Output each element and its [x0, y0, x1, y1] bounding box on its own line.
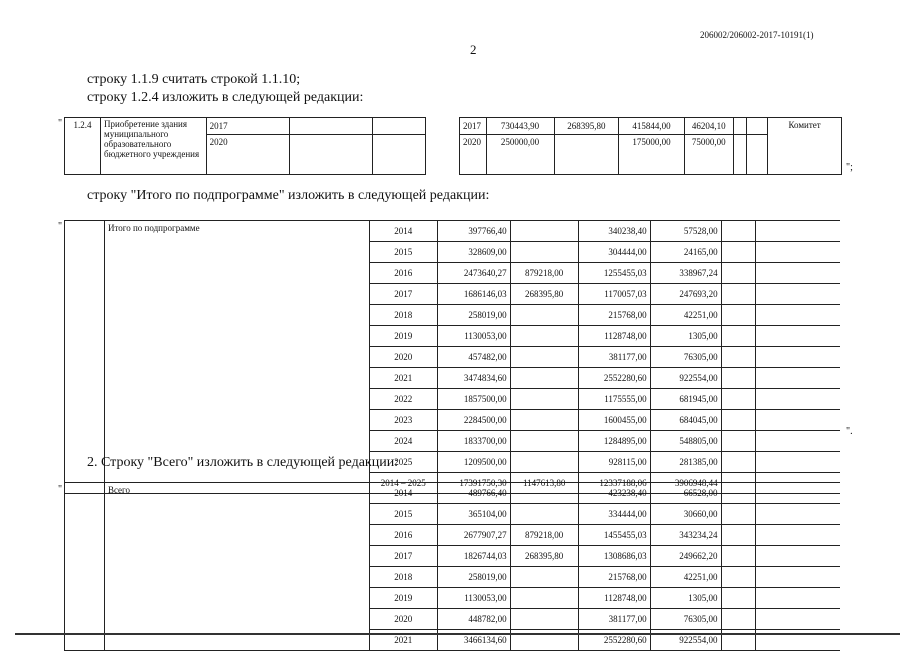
row-name: Приобретение здания муниципального образовательного бюджетного учреждения — [101, 118, 207, 175]
table-row — [65, 118, 842, 135]
value-cell: 1455455,03 — [578, 525, 650, 546]
value-cell: 75000,00 — [684, 135, 733, 175]
row-label: Итого по подпрограмме — [104, 221, 369, 494]
value-cell: 1686146,03 — [437, 284, 510, 305]
close-quote: "; — [846, 162, 853, 173]
value-cell: 17391750,30 — [437, 473, 510, 494]
value-cell: 2552280,60 — [578, 630, 650, 651]
value-cell: 879218,00 — [510, 263, 578, 284]
value-cell — [510, 326, 578, 347]
value-cell: 381177,00 — [578, 347, 650, 368]
row-number: 1.2.4 — [65, 118, 101, 175]
value-cell: 879218,00 — [510, 525, 578, 546]
value-cell: 1147613,80 — [510, 473, 578, 494]
value-cell: 340238,40 — [578, 221, 650, 242]
value-cell: 1833700,00 — [437, 431, 510, 452]
document-number: 206002/206002-2017-10191(1) — [700, 30, 814, 40]
value-cell: 3474834,60 — [437, 368, 510, 389]
value-cell: 175000,00 — [619, 135, 685, 175]
value-cell: 215768,00 — [578, 305, 650, 326]
value-cell: 343234,24 — [650, 525, 721, 546]
value-cell: 1209500,00 — [437, 452, 510, 473]
year-cell: 2017 — [369, 284, 437, 305]
value-cell: 928115,00 — [578, 452, 650, 473]
table-total-subprogram — [64, 220, 840, 494]
open-quote: " — [58, 484, 63, 495]
value-cell — [510, 347, 578, 368]
year-cell: 2021 — [369, 368, 437, 389]
value-cell: 334444,00 — [578, 504, 650, 525]
value-cell: 2552280,60 — [578, 368, 650, 389]
executor-cell: Комитет — [768, 118, 842, 175]
value-cell: 1308686,03 — [578, 546, 650, 567]
text-line-1: строку 1.1.9 считать строкой 1.1.10; — [87, 72, 301, 87]
value-cell: 268395,80 — [554, 118, 619, 135]
value-cell — [510, 242, 578, 263]
value-cell: 1826744,03 — [437, 546, 510, 567]
year-cell: 2017 — [206, 118, 289, 135]
value-cell: 1128748,00 — [578, 326, 650, 347]
text-line-4: 2. Строку "Всего" изложить в следующей редакции: — [87, 455, 399, 470]
year-cell: 2024 — [369, 431, 437, 452]
value-cell: 338967,24 — [650, 263, 721, 284]
value-cell: 66528,00 — [650, 483, 721, 504]
value-cell: 448782,00 — [437, 609, 510, 630]
value-cell: 397766,40 — [437, 221, 510, 242]
value-cell: 2473640,27 — [437, 263, 510, 284]
value-cell: 365104,00 — [437, 504, 510, 525]
year-cell: 2021 — [369, 630, 437, 651]
year-cell: 2014 – 2025 — [369, 473, 437, 494]
value-cell — [510, 588, 578, 609]
value-cell: 2284500,00 — [437, 410, 510, 431]
year-cell: 2022 — [369, 389, 437, 410]
value-cell — [554, 135, 619, 175]
value-cell: 76305,00 — [650, 609, 721, 630]
year-cell: 2014 — [369, 221, 437, 242]
value-cell: 46204,10 — [684, 118, 733, 135]
value-cell: 1255455,03 — [578, 263, 650, 284]
open-quote: " — [58, 118, 63, 129]
value-cell — [510, 483, 578, 504]
year-cell: 2019 — [369, 588, 437, 609]
year-cell: 2020 — [460, 135, 487, 175]
value-cell: 3906948,44 — [650, 473, 721, 494]
value-cell: 281385,00 — [650, 452, 721, 473]
value-cell: 1857500,00 — [437, 389, 510, 410]
year-cell: 2023 — [369, 410, 437, 431]
value-cell: 57528,00 — [650, 221, 721, 242]
value-cell: 247693,20 — [650, 284, 721, 305]
value-cell: 681945,00 — [650, 389, 721, 410]
table-row-1-2-4 — [64, 117, 842, 175]
value-cell: 1600455,00 — [578, 410, 650, 431]
value-cell: 249662,20 — [650, 546, 721, 567]
table-grand-total — [64, 482, 840, 651]
value-cell: 381177,00 — [578, 609, 650, 630]
value-cell — [510, 389, 578, 410]
value-cell: 1305,00 — [650, 588, 721, 609]
year-cell: 2020 — [206, 135, 289, 175]
value-cell: 1130053,00 — [437, 326, 510, 347]
value-cell — [510, 368, 578, 389]
row-label: Всего — [104, 483, 369, 651]
year-cell: 2020 — [369, 347, 437, 368]
table-row — [65, 483, 841, 504]
value-cell: 922554,00 — [650, 630, 721, 651]
value-cell: 268395,80 — [510, 284, 578, 305]
value-cell: 423238,40 — [578, 483, 650, 504]
year-cell: 2019 — [369, 326, 437, 347]
value-cell — [510, 504, 578, 525]
value-cell — [510, 431, 578, 452]
table-row — [65, 221, 841, 242]
value-cell: 258019,00 — [437, 567, 510, 588]
value-cell: 268395,80 — [510, 546, 578, 567]
value-cell: 42251,00 — [650, 305, 721, 326]
value-cell: 415844,00 — [619, 118, 685, 135]
value-cell — [510, 221, 578, 242]
value-cell: 548805,00 — [650, 431, 721, 452]
value-cell: 1130053,00 — [437, 588, 510, 609]
year-cell: 2016 — [369, 525, 437, 546]
value-cell: 258019,00 — [437, 305, 510, 326]
value-cell — [510, 305, 578, 326]
value-cell: 730443,90 — [486, 118, 554, 135]
value-cell: 3466134,60 — [437, 630, 510, 651]
text-line-2: строку 1.2.4 изложить в следующей редакции: — [87, 90, 364, 105]
page-number: 2 — [470, 42, 477, 57]
value-cell: 30660,00 — [650, 504, 721, 525]
text-line-3: строку "Итого по подпрограмме" изложить в следующей редакции: — [87, 188, 490, 203]
value-cell — [510, 452, 578, 473]
year-cell: 2025 — [369, 452, 437, 473]
value-cell — [510, 609, 578, 630]
value-cell: 1284895,00 — [578, 431, 650, 452]
value-cell: 215768,00 — [578, 567, 650, 588]
value-cell: 304444,00 — [578, 242, 650, 263]
open-quote: " — [58, 221, 63, 232]
year-cell: 2016 — [369, 263, 437, 284]
year-cell: 2020 — [369, 609, 437, 630]
value-cell: 328609,00 — [437, 242, 510, 263]
value-cell: 457482,00 — [437, 347, 510, 368]
year-cell: 2015 — [369, 242, 437, 263]
value-cell: 1170057,03 — [578, 284, 650, 305]
page-bottom-rule — [15, 633, 900, 635]
value-cell: 1175555,00 — [578, 389, 650, 410]
value-cell: 922554,00 — [650, 368, 721, 389]
year-cell: 2014 — [369, 483, 437, 504]
value-cell: 76305,00 — [650, 347, 721, 368]
year-cell: 2017 — [369, 546, 437, 567]
value-cell: 12337188,06 — [578, 473, 650, 494]
year-cell: 2018 — [369, 305, 437, 326]
value-cell: 489766,40 — [437, 483, 510, 504]
value-cell: 250000,00 — [486, 135, 554, 175]
value-cell: 2677907,27 — [437, 525, 510, 546]
close-quote: ". — [846, 426, 853, 437]
value-cell: 42251,00 — [650, 567, 721, 588]
value-cell: 24165,00 — [650, 242, 721, 263]
value-cell — [510, 410, 578, 431]
year-cell: 2015 — [369, 504, 437, 525]
value-cell: 1128748,00 — [578, 588, 650, 609]
value-cell — [510, 567, 578, 588]
year-cell: 2018 — [369, 567, 437, 588]
value-cell: 1305,00 — [650, 326, 721, 347]
value-cell: 684045,00 — [650, 410, 721, 431]
year-cell: 2017 — [460, 118, 487, 135]
